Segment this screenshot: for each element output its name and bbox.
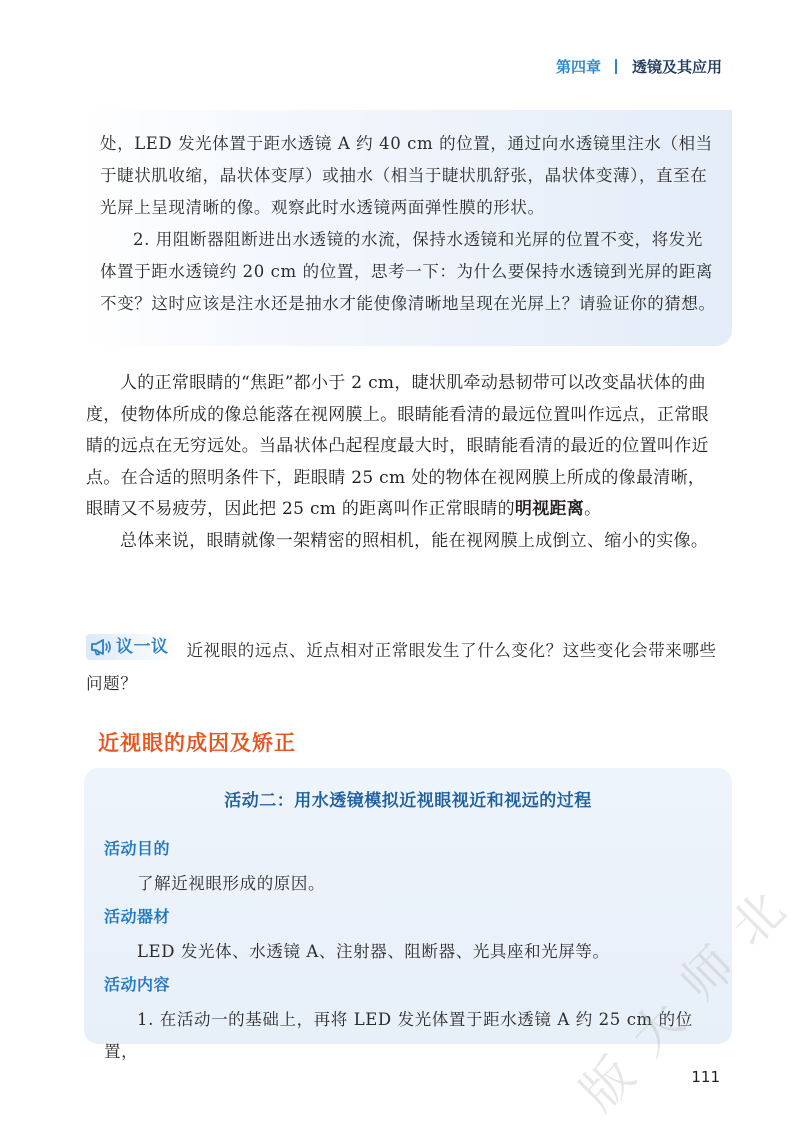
watermark-char-2: 师: [669, 935, 747, 1013]
watermark-char-4: 版: [569, 1045, 647, 1123]
watermark-char-1: 北: [719, 880, 797, 958]
discussion-tag: [86, 634, 177, 660]
content-heading: 活动内容: [104, 975, 171, 994]
megaphone-icon: [90, 638, 112, 656]
body-text: [86, 368, 722, 557]
chapter-title: 透镜及其应用: [631, 58, 722, 76]
body-paragraph-1-text: 人的正常眼睛的“焦距”都小于 2 cm，睫状肌牵动悬韧带可以改变晶状体的曲度，使物体所成的像总能落在视网膜上。眼睛能看清的最远位置叫作远点，正常眼睛的远点在无穷远处。当晶状体凸起程度最大时，眼睛能看清的最近的位置叫作近点。在合适的照明条件下，距眼睛 25 cm 处的物体在视网膜上所成的像最清晰，眼睛又不易疲劳，因此把 25 cm 的距离叫作正常眼睛的: [86, 373, 709, 519]
purpose-heading: 活动目的: [104, 839, 171, 858]
term-bold: 明视距离: [514, 499, 585, 519]
body-paragraph-1-end: 。: [584, 499, 602, 519]
body-paragraph-2: 总体来说，眼睛就像一架精密的照相机，能在视网膜上成倒立、缩小的实像。: [120, 530, 709, 551]
activity-paragraph-1: 处，LED 发光体置于距水透镜 A 约 40 cm 的位置，通过向水透镜里注水（相当于睫状肌收缩，晶状体变厚）或抽水（相当于睫状肌舒张，晶状体变薄），直至在光屏上呈现清晰的像。观察此时水透镜两面弹性膜的形状。: [100, 134, 713, 217]
purpose-text: 了解近视眼形成的原因。: [137, 874, 326, 893]
activity-continued-text: [100, 128, 718, 320]
body-paragraph-1: [86, 368, 722, 526]
content-text: 1. 在活动一的基础上，再将 LED 发光体置于距水透镜 A 约 25 cm 的位置，: [104, 1010, 693, 1061]
section-title: 近视眼的成因及矫正: [98, 731, 296, 755]
page-number: 111: [691, 1068, 720, 1086]
discussion-prompt: [86, 634, 722, 700]
activity-paragraph-2: 2. 用阻断器阻断进出水透镜的水流，保持水透镜和光屏的位置不变，将发光体置于距水透镜约 20 cm 的位置，思考一下：为什么要保持水透镜到光屏的距离不变？这时应该是注水还是抽水才能使像清晰地呈现在光屏上？请验证你的猜想。: [100, 230, 716, 313]
header-separator: [615, 59, 617, 74]
discussion-tag-label: 议一议: [116, 637, 169, 657]
activity-2-title: 活动二：用水透镜模拟近视眼视近和视远的过程: [224, 791, 592, 811]
watermark-char-3: 大: [619, 990, 697, 1068]
chapter-label: 第四章: [555, 58, 601, 76]
running-header: [556, 56, 722, 77]
equipment-heading: 活动器材: [104, 907, 171, 926]
equipment-text: LED 发光体、水透镜 A、注射器、阻断器、光具座和光屏等。: [137, 942, 610, 961]
discussion-text: 近视眼的远点、近点相对正常眼发生了什么变化？这些变化会带来哪些问题？: [86, 641, 717, 693]
